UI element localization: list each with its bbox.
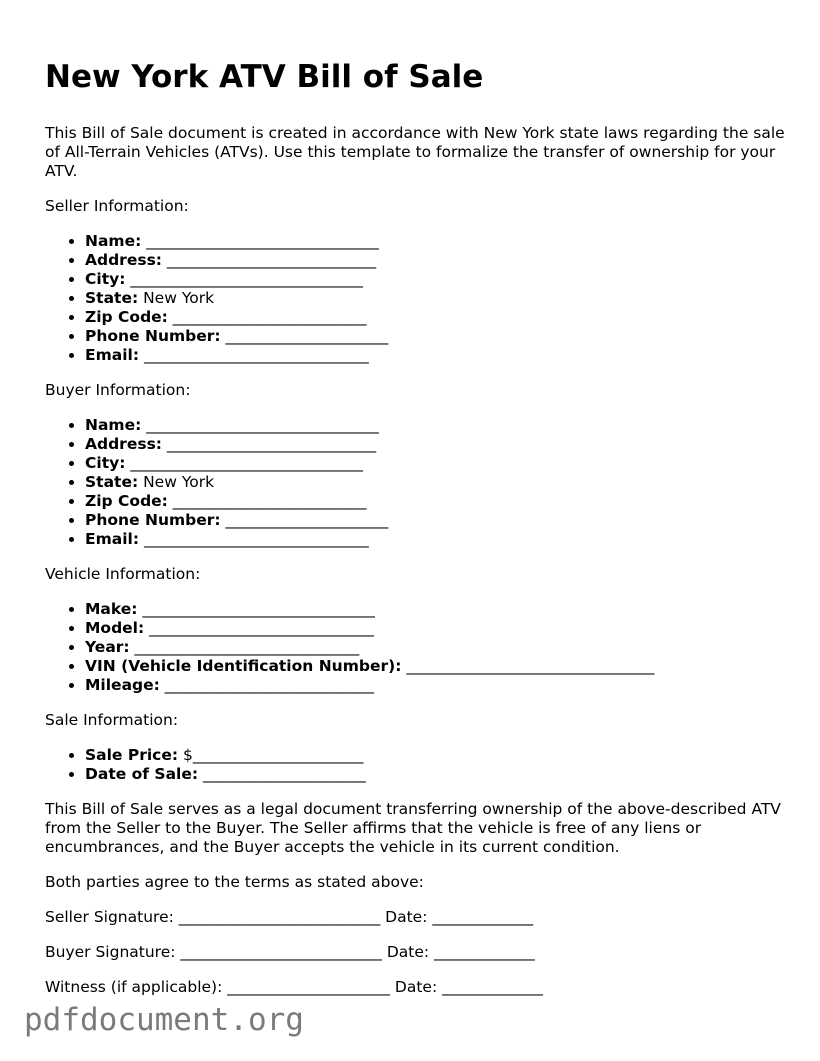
seller-city-field: • City: ______________________________ bbox=[85, 270, 785, 289]
intro-paragraph: This Bill of Sale document is created in accordance with New York state laws regarding the sale of All-Terrain Vehicles (ATVs). Use this template to formalize the transfer of ownership for your ATV. bbox=[45, 124, 785, 180]
seller-address-field: • Address: ___________________________ bbox=[85, 251, 785, 270]
seller-signature-line: Seller Signature: __________________________ Date: _____________ bbox=[45, 908, 534, 926]
seller-name-field: • Name: ______________________________ bbox=[85, 232, 785, 251]
buyer-name-field: • Name: ______________________________ bbox=[85, 416, 785, 435]
sale-field-list bbox=[45, 746, 785, 784]
agreement-statement: Both parties agree to the terms as stated above: bbox=[45, 873, 424, 891]
buyer-section-heading: Buyer Information: bbox=[45, 381, 191, 399]
vehicle-year-field: • Year: _____________________________ bbox=[85, 638, 785, 657]
seller-phone-field: • Phone Number: _____________________ bbox=[85, 327, 785, 346]
seller-zip-field: • Zip Code: _________________________ bbox=[85, 308, 785, 327]
vehicle-make-field: • Make: ______________________________ bbox=[85, 600, 785, 619]
buyer-field-list bbox=[45, 416, 785, 549]
document-title: New York ATV Bill of Sale bbox=[45, 59, 484, 95]
vehicle-vin-field: • VIN (Vehicle Identification Number): ________________________________ bbox=[85, 657, 785, 676]
witness-signature-line: Witness (if applicable): _____________________ Date: _____________ bbox=[45, 978, 543, 996]
seller-field-list bbox=[45, 232, 785, 365]
seller-email-field: • Email: _____________________________ bbox=[85, 346, 785, 365]
document-page bbox=[45, 56, 785, 1013]
buyer-email-field: • Email: _____________________________ bbox=[85, 530, 785, 549]
sale-date-field: • Date of Sale: _____________________ bbox=[85, 765, 785, 784]
buyer-signature-line: Buyer Signature: __________________________ Date: _____________ bbox=[45, 943, 535, 961]
vehicle-model-field: • Model: _____________________________ bbox=[85, 619, 785, 638]
buyer-phone-field: • Phone Number: _____________________ bbox=[85, 511, 785, 530]
buyer-zip-field: • Zip Code: _________________________ bbox=[85, 492, 785, 511]
buyer-address-field: • Address: ___________________________ bbox=[85, 435, 785, 454]
seller-state-field: • State: New York bbox=[85, 289, 785, 308]
closing-paragraph: This Bill of Sale serves as a legal document transferring ownership of the above-described ATV from the Seller to the Buyer. The Seller affirms that the vehicle is free of any liens or encumbrances, and the Buyer accepts the vehicle in its current condition. bbox=[45, 800, 781, 856]
vehicle-section-heading: Vehicle Information: bbox=[45, 565, 201, 583]
buyer-city-field: • City: ______________________________ bbox=[85, 454, 785, 473]
vehicle-field-list bbox=[45, 600, 785, 695]
sale-section-heading: Sale Information: bbox=[45, 711, 179, 729]
sale-price-field: • Sale Price: $______________________ bbox=[85, 746, 785, 765]
vehicle-mileage-field: • Mileage: ___________________________ bbox=[85, 676, 785, 695]
buyer-state-field: • State: New York bbox=[85, 473, 785, 492]
seller-section-heading: Seller Information: bbox=[45, 197, 189, 215]
watermark: pdfdocument.org bbox=[24, 1002, 304, 1038]
